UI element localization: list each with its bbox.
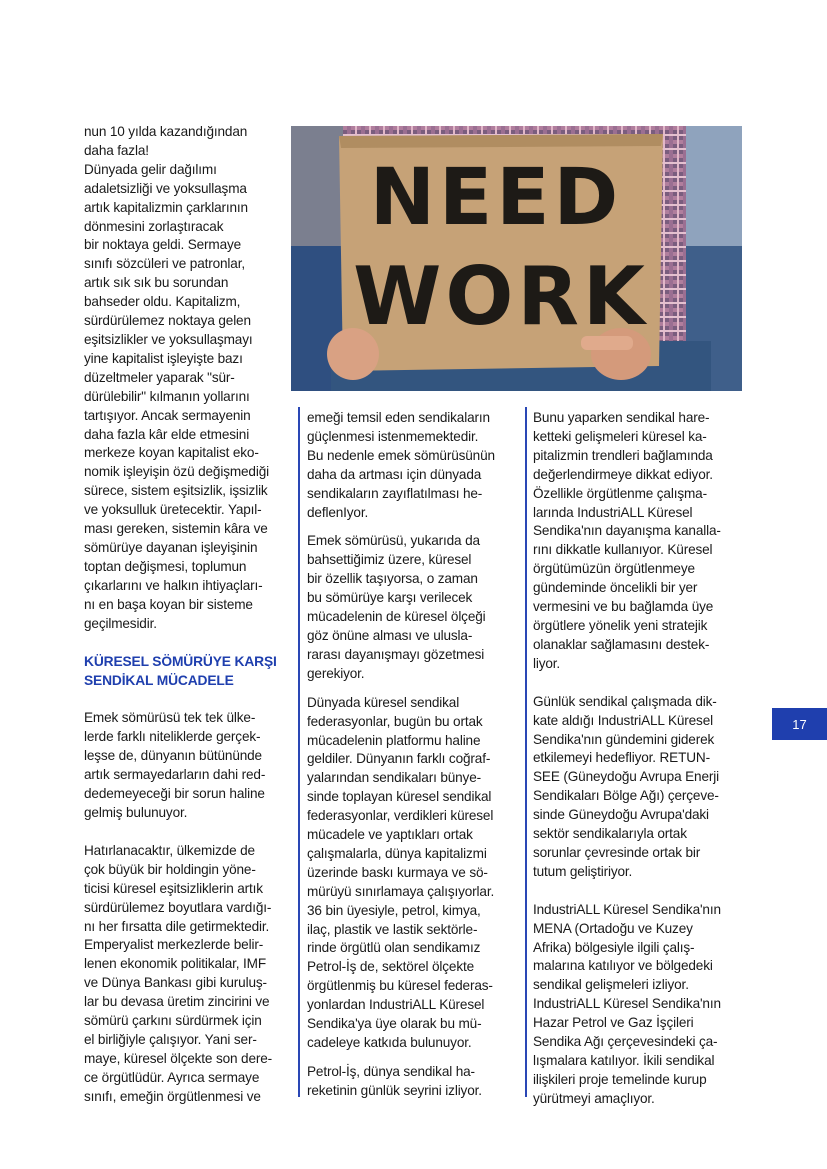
col3-paragraph-3: IndustriALL Küresel Sendika'nın MENA (Ortadoğu ve Kuzey Afrika) bölgesiyle ilgili çalış- malarına katılıyor ve bölgedeki sendikal gelişmeleri izliyor. IndustriALL Küresel Sendika'nın Hazar Petrol ve Gaz İşçileri Sendika Ağı çerçevesindeki ça- lışmalara katılıyor. İkili sendikal ilişkileri proje temelinde kurup yürütmeyi amaçlıyor. bbox=[533, 901, 721, 1106]
column-3 bbox=[533, 409, 747, 1109]
column-2 bbox=[307, 409, 521, 1101]
sign-text-line1: NEED bbox=[369, 153, 623, 243]
col2-paragraph-4: Petrol-İş, dünya sendikal ha- reketinin günlük seyrini izliyor. bbox=[307, 1063, 482, 1098]
col1-paragraph-2: Emek sömürüsü tek tek ülke- lerde farklı niteliklerde gerçek- leşse de, dünyanın bütününde artık sermayedarların dahi red- dedemeyeceği bir sorun haline gelmiş bulunuyor. bbox=[84, 710, 266, 820]
page-number-tab bbox=[772, 708, 827, 740]
col2-paragraph-2: Emek sömürüsü, yukarıda da bahsettiğimiz üzere, küresel bir özellik taşıyorsa, o zaman bu sömürüye karşı verilecek mücadelenin de küresel ölçeği göz önüne alması ve ulusla- rarası dayanışmayı gözetmesi gerekiyor. bbox=[307, 533, 486, 681]
column-1 bbox=[84, 123, 296, 1107]
column-divider-2 bbox=[525, 407, 527, 1097]
col2-paragraph-1: emeği temsil eden sendikaların güçlenmesi istenmemektedir. Bu nedenle emek sömürüsünün daha da artması için dünyada sendikaların zayıflatılması he- deflenIyor. bbox=[307, 410, 495, 520]
photo-illustration bbox=[291, 126, 742, 391]
sign-text-line2: WORK bbox=[353, 250, 649, 343]
col1-paragraph-3: Hatırlanacaktır, ülkemizde de çok büyük bir holdingin yöne- ticisi küresel eşitsizliklerin artık sürdürülemez boyutlara vardığı- nı her fırsatta dile getirmektedir. Emperyalist merkezlerde belir- lenen ekonomik politikalar, IMF ve Dünya Bankası gibi kuruluş- lar bu devasa üretim zincirini ve sömürü çarkını sürdürmek için el birliğiyle çalışıyor. Yani ser- maye, küresel ölçekte son dere- ce örgütlüdür. Ayrıca sermaye sınıfı, emeğin örgütlenmesi ve bbox=[84, 842, 273, 1104]
section-heading: KÜRESEL SÖMÜRÜYE KARŞI SENDİKAL MÜCADELE bbox=[84, 654, 277, 689]
col3-paragraph-1: Bunu yaparken sendikal hare- ketteki gelişmeleri küresel ka- pitalizmin trendleri bağlamında değerlendirmeye dikkat ediyor. Özellikle örgütlenme çalışma- larında IndustriALL Küresel Sendika'nın dayanışma kanalla- rını dikkatle kullanıyor. Küresel örgütümüzün örgütlenmeye gündeminde öncelikli bir yer vermesini ve bu bağlamda üye örgütlere yönelik yeni stratejik olanaklar sağlamasını destek- liyor. bbox=[533, 410, 721, 671]
page-number: 17 bbox=[792, 716, 807, 732]
column-divider-1 bbox=[298, 407, 300, 1097]
need-work-photo bbox=[291, 126, 742, 391]
col1-paragraph-1: nun 10 yılda kazandığından daha fazla! Dünyada gelir dağılımı adaletsizliği ve yoksullaşma artık kapitalizmin çarklarının dönmesini zorlaştıracak bir noktaya geldi. Sermaye sınıfı sözcüleri ve patronlar, artık sık sık bu sorundan bahseder oldu. Kapitalizm, sürdürülemez noktaya gelen eşitsizlikler ve yoksullaşmayı yine kapitalist işleyişte bazı düzeltmeler yaparak "sür- dürülebilir" kılmanın yollarını tartışıyor. Ancak sermayenin daha fazla kâr elde etmesini merkeze koyan kapitalist eko- nomik işleyişin özü değişmediği sürece, sistem eşitsizlik, işsizlik ve yoksulluk üretecektir. Yapıl- ması gereken, sistemin kâra ve sömürüye dayanan işleyişinin toptan değişmesi, toplumun çıkarlarını ve halkın ihtiyaçları- nı en başa koyan bir sisteme geçilmesidir. bbox=[84, 124, 269, 631]
col2-paragraph-3: Dünyada küresel sendikal federasyonlar, bugün bu ortak mücadelenin platformu haline geldiler. Dünyanın farklı coğraf- yalarından sendikaları bünye- sinde toplayan küresel sendikal federasyonlar, verdikleri küresel mücadele ve yaptıkları ortak çalışmalarla, dünya kapitalizmi üzerinde baskı kurmaya ve sö- mürüyü sınırlamaya çalışıyorlar. 36 bin üyesiyle, petrol, kimya, ilaç, plastik ve lastik sektörle- rinde örgütlü olan sendikamız Petrol-İş de, sektörel ölçekte örgütlenmiş bu küresel federas- yonlardan IndustriALL Küresel Sendika'ya üye olarak bu mü- cadeleye katkıda bulunuyor. bbox=[307, 694, 495, 1050]
col3-paragraph-2: Günlük sendikal çalışmada dik- kate aldığı IndustriALL Küresel Sendika'nın gündemini giderek etkilemeyi hedefliyor. RETUN- SEE (Güneydoğu Avrupa Enerji Sendikaları Bölge Ağı) çerçeve- sinde Güneydoğu Avrupa'daki sektör sendikalarıyla ortak sorunlar çevresinde ortak bir tutum geliştiriyor. bbox=[533, 693, 719, 879]
